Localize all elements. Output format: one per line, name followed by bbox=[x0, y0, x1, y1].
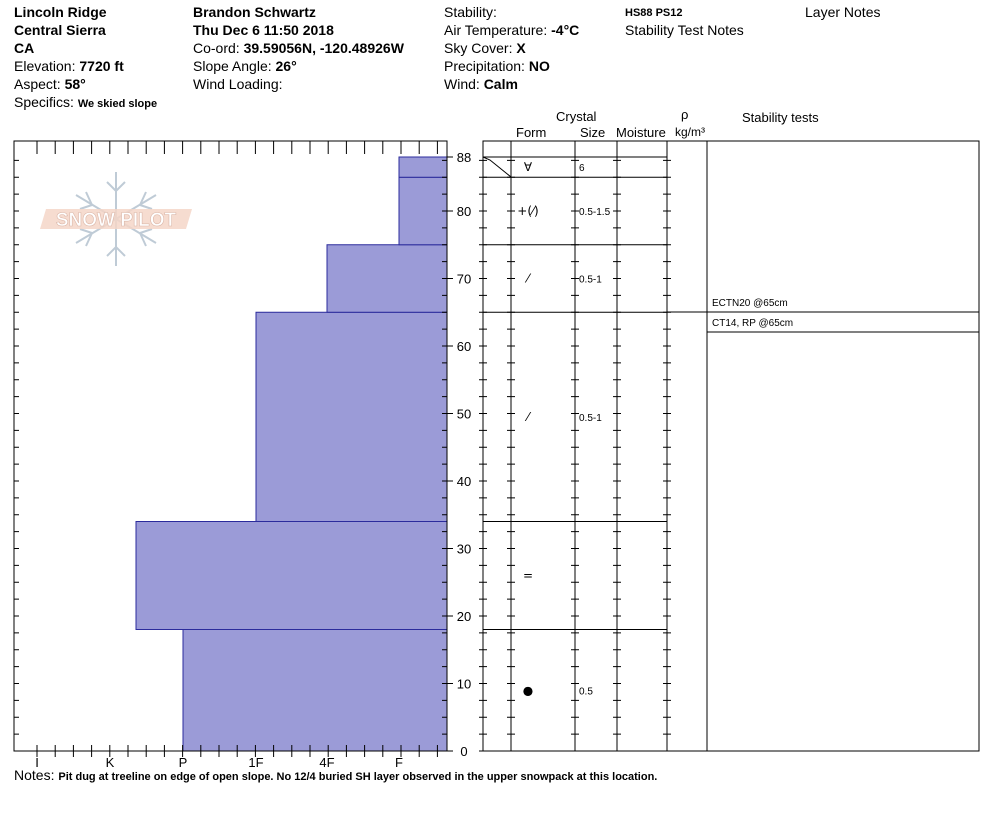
hs-ps-label: HS88 PS12 bbox=[625, 7, 683, 19]
wind-label: Wind: bbox=[444, 76, 484, 92]
elevation-value: 7720 ft bbox=[79, 58, 124, 74]
top-layer-connector bbox=[483, 157, 511, 177]
state-name: CA bbox=[14, 40, 35, 56]
stability-test-rows bbox=[667, 298, 979, 332]
notes-value: Pit dug at treeline on edge of open slope. No 12/4 buried SH layer observed in the upper snowpack at this location. bbox=[58, 771, 658, 783]
hardness-label-P: P bbox=[178, 755, 188, 770]
snowpilot-logo bbox=[40, 172, 192, 266]
size-header: Size bbox=[580, 125, 606, 140]
hardness-label-F: F bbox=[395, 755, 403, 770]
logo-text: SNOW PILOT bbox=[55, 210, 177, 231]
depth-label-70: 70 bbox=[456, 271, 472, 287]
layer-notes-label: Layer Notes bbox=[805, 4, 881, 20]
air-temp-label: Air Temperature: bbox=[444, 22, 552, 38]
aspect-label: Aspect: bbox=[14, 76, 65, 92]
stability-test-1: CT14, RP @65cm bbox=[712, 318, 794, 329]
depth-label-40: 40 bbox=[456, 474, 472, 489]
location-name: Lincoln Ridge bbox=[14, 4, 107, 20]
depth-label-0: 0 bbox=[460, 744, 468, 759]
specifics-value: We skied slope bbox=[77, 98, 158, 110]
stability-label: Stability: bbox=[444, 4, 497, 20]
rho-header: ρ bbox=[681, 107, 689, 122]
layer-size-4: 0.5-1.5 bbox=[579, 207, 611, 218]
precip-label: Precipitation: bbox=[444, 58, 529, 74]
profile-layers bbox=[136, 157, 447, 751]
sky-value: X bbox=[516, 40, 526, 56]
coord-value: 39.59056N, -120.48926W bbox=[243, 40, 404, 56]
density-unit-header: kg/m³ bbox=[675, 125, 705, 139]
notes-row bbox=[14, 766, 657, 786]
layer-size-3: 0.5-1 bbox=[579, 274, 602, 286]
aspect-value: 58° bbox=[64, 76, 86, 92]
observer-name: Brandon Schwartz bbox=[193, 4, 316, 20]
elevation-label: Elevation: bbox=[14, 58, 80, 74]
layer-size-0: 0.5 bbox=[579, 686, 593, 698]
layer-size-5: 6 bbox=[579, 163, 585, 175]
coord-label: Co-ord: bbox=[193, 40, 244, 56]
hardness-label-1F: 1F bbox=[248, 755, 264, 770]
crystal-header: Crystal bbox=[556, 109, 597, 124]
layer-bar-4 bbox=[399, 177, 447, 245]
hardness-label-I: I bbox=[35, 755, 39, 770]
depth-label-20: 20 bbox=[456, 609, 472, 624]
slope-label: Slope Angle: bbox=[193, 58, 276, 74]
layer-bar-0 bbox=[183, 630, 447, 752]
layer-form-4: +(⁄) bbox=[517, 204, 539, 218]
specifics-label: Specifics: bbox=[14, 94, 78, 110]
depth-label-88: 88 bbox=[456, 150, 472, 165]
range-name: Central Sierra bbox=[14, 22, 106, 38]
layer-bar-1 bbox=[136, 522, 447, 630]
observation-datetime: Thu Dec 6 11:50 2018 bbox=[193, 22, 334, 38]
stability-test-0: ECTN20 @65cm bbox=[712, 298, 788, 309]
depth-label-10: 10 bbox=[456, 676, 472, 692]
depth-labels bbox=[447, 150, 471, 759]
layer-table-frame bbox=[483, 141, 979, 751]
wind-value: Calm bbox=[483, 76, 518, 92]
air-temp-value: -4°C bbox=[551, 22, 580, 38]
wind-loading-label: Wind Loading: bbox=[193, 76, 283, 92]
layer-form-1: = bbox=[522, 568, 534, 583]
layer-size-2: 0.5-1 bbox=[579, 412, 602, 424]
layer-form-3: ⁄ bbox=[526, 271, 530, 286]
layer-form-5: ∀ bbox=[523, 160, 533, 175]
hardness-label-4F: 4F bbox=[319, 755, 335, 770]
form-header: Form bbox=[516, 125, 547, 140]
hardness-label-K: K bbox=[105, 755, 115, 770]
depth-label-80: 80 bbox=[456, 204, 472, 219]
layer-bar-3 bbox=[327, 245, 447, 313]
notes-label: Notes: bbox=[14, 767, 59, 783]
layer-bar-2 bbox=[256, 312, 447, 521]
layer-bar-5 bbox=[399, 157, 447, 177]
depth-label-60: 60 bbox=[456, 339, 472, 354]
layer-form-0: ● bbox=[522, 683, 534, 698]
stability-test-notes-label: Stability Test Notes bbox=[625, 22, 744, 38]
slope-value: 26° bbox=[275, 58, 297, 74]
depth-label-30: 30 bbox=[456, 541, 472, 557]
layer-form-2: ⁄ bbox=[526, 409, 530, 424]
sky-label: Sky Cover: bbox=[444, 40, 517, 56]
depth-label-50: 50 bbox=[456, 406, 472, 422]
stability-tests-header: Stability tests bbox=[742, 110, 819, 125]
moisture-header: Moisture bbox=[616, 125, 666, 140]
precip-value: NO bbox=[528, 58, 550, 74]
